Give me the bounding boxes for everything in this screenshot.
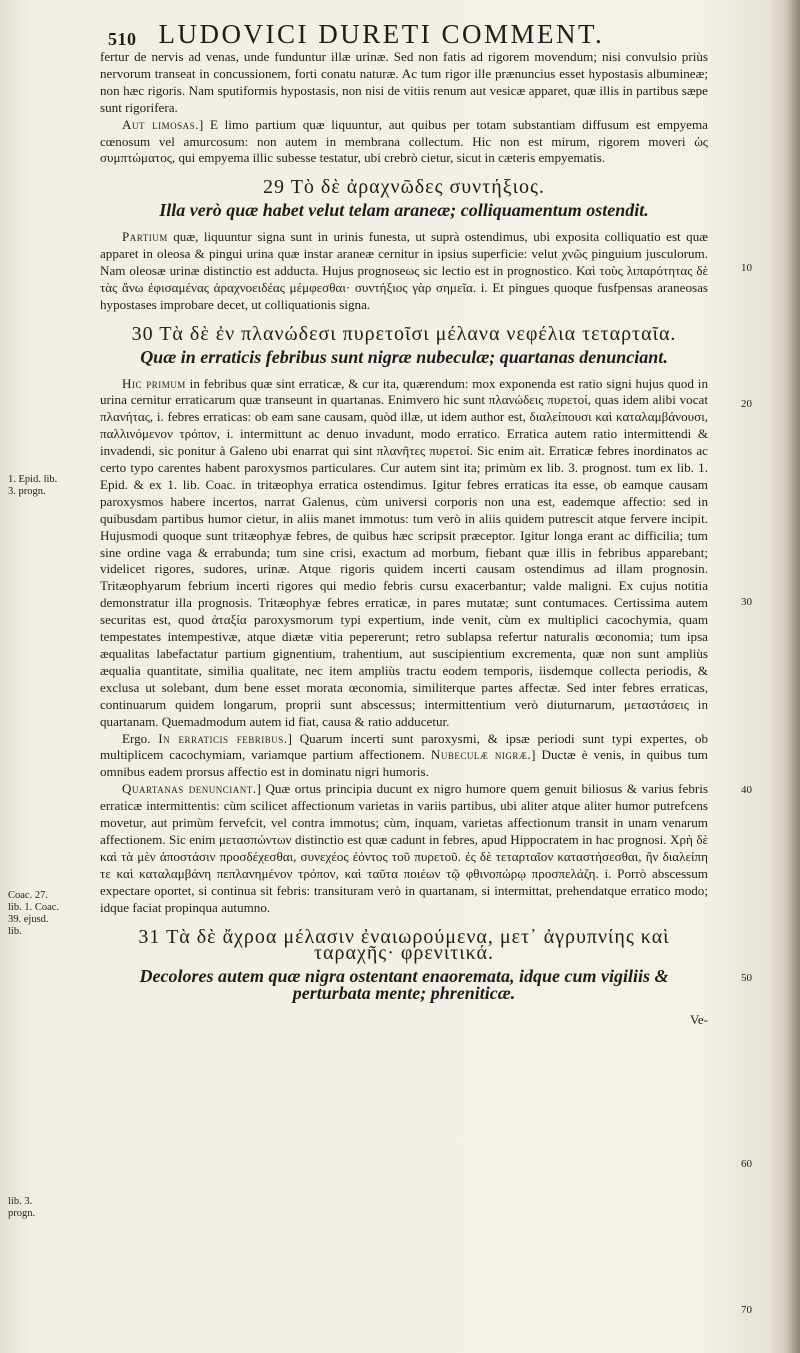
lemma-ref-limosas: Aut limosas.	[122, 116, 199, 132]
margin-ref-progn: lib. 3. progn.	[8, 1196, 36, 1219]
lemma-30-greek-text: Τὰ δὲ ἐν πλανώδεσι πυρετοῖσι μέλανα νεφέλια τεταρταῖα.	[159, 322, 677, 345]
lemma-31-greek	[100, 925, 708, 965]
paragraph-2	[100, 117, 708, 168]
paragraph-5-text-a: ] Quarum incerti sunt paroxysmi, & ipsæ periodi sunt typi expertes, ob multiplicem cacochymiam, variamque partium affectionem.	[100, 730, 708, 763]
lemma-29-greek-text: Τὸ δὲ ἀραχνῶδες συντήξιος.	[290, 176, 545, 199]
page-edge-shadow	[786, 0, 800, 1353]
line-number-50: 50	[741, 972, 752, 984]
lemma-ref-partium: Partium	[122, 229, 168, 245]
paragraph-4-text: in febribus quæ sint erraticæ, & cur ita, quærendum: mox exponenda est ratio signi hujus quod in urina cernitur erraticarum quæ transeunt in quartanas. Enimvero hic sunt πλανώδεις πυρετοί, quas idem alibi vocat πλανήτας, i. febres erraticas: ob eam sane causam, quòd illæ, ut idem author est, διαλείπουσι καὶ καταλαμβάνουσι, παλλινόμενον τρόπον, i. intermittunt ac denuo invadunt, modo erratico. Erratica autem ratio intermittendi & invadendi, sic ponitur à Galeno ubi enarrat qui sint πλανῆτες πυρετοί. Sic enim ait. Erraticæ febres inordinatos ac certo typo carentes habent paroxysmos particulares. Cur autem sint ita; primùm ex lib. 3. prognost. tum ex lib. 1. Epid. & ex 1. lib. Coac. in tritæophya erratica ostendimus. Igitur febres erraticas ita esse, ob eamque causam paroxysmos habere incertos, narrat Galenus, cùm universi corporis non una est, eademque affectio: sed in quibusdam partibus humor cietur, in aliis manet immotus: tum verò in aliis quidem putrescit atque fervere incipit. Hujusmodi quoque sunt tritæophyæ febres, de quibus hæc scripsit præceptor. Igitur longa erant ac difficilia; tum sine ordine vaga & errabunda; tum sine crisi, exactum ad morbum, fiebant quæ illis in febribus apparebant; videlicet rigores, sudores, urinæ. Atque rigoris quidem incerti causam ostendimus ad illam prognosin. Tritæophyarum febrium incerti rigores qui medio febris cursu exacerbantur; valde maligni. Ex cujus notitia demonstratur illa prognosis. Tritæophyæ febres erraticæ, in pares mutatæ; sunt contumaces. Certissima autem securitas est, quod ἀταξία paroxysmorum typi expertium, inde venit, cùm ex multiplici cacochymia, quam tempestates intempestivæ, atque diætæ vitia pepererunt; retro sublapsa refertur naturalis œconomia; tum ipsa æqualitas labefactatur partium gignentium, trahentium, aut suscipientium excrementa, quæ non sunt ampliùs æqualia quantitate, similia qualitate, nec item ampliùs tractu eodem temporis, iisdemque collecta periodis, & exclusa ut solebant, dum bene esset morata œconomia, similiterque partes affectæ. Sed inter febres erraticas, continuarum quidem longarum, proprii sunt abscessus; intermittentium verò diuturnarum, μεταστάσεις in quartanam. Quemadmodum autem id fiat, causa & ratio adducetur.	[100, 375, 708, 729]
lemma-29-latin: Illa verò quæ habet velut telam araneæ; colliquamentum ostendit.	[159, 200, 649, 221]
margin-ref-epid: 1. Epid. lib. 3. progn.	[8, 474, 58, 497]
lemma-30-latin: Quæ in erraticis febribus sunt nigræ nubeculæ; quartanas denunciant.	[140, 346, 668, 367]
paragraph-5-text-b: ] Ductæ è venis, in quibus tum omnibus eadem prorsus affectio est in dominatu nigri humoris.	[100, 747, 708, 780]
line-number-10: 10	[741, 262, 752, 274]
lemma-30-greek	[100, 322, 708, 345]
paragraph-5-ergo: Ergo.	[122, 730, 159, 746]
lemma-30-number: 30	[131, 322, 154, 345]
paragraph-6	[100, 781, 708, 916]
lemma-31-latin: Decolores autem quæ nigra ostentant enaoremata, idque cum vigiliis & perturbata mente; phreniticæ.	[139, 966, 669, 1004]
lemma-29-greek	[100, 176, 708, 199]
catchword: Ve-	[689, 1012, 708, 1028]
line-number-60: 60	[741, 1158, 752, 1170]
line-number-70: 70	[741, 1304, 752, 1316]
lemma-ref-quartanas: Quartanas denunciant.	[122, 781, 257, 797]
running-head: LUDOVICI DURETI COMMENT.	[158, 19, 605, 49]
page-number: 510	[108, 29, 137, 49]
line-number-30: 30	[741, 596, 752, 608]
main-text	[100, 49, 708, 1029]
lemma-ref-in-erraticis: In erraticis febribus.	[158, 730, 288, 746]
lemma-29-number: 29	[263, 176, 286, 199]
paragraph-3-text: quæ, liquuntur signa sunt in urinis funesta, ut suprà ostendimus, ubi exposita colliquatio est quæ apparet in oleosa & pingui urina quæ instar araneæ cernitur in ipsius superficie: velut χνῶς pinguium jusculorum. Nam oleosæ urinæ distinctio est adducta. Hujus prognoseως sic lectio est in prognostico. Καὶ τοὺς λιπαρότητας δὲ τὰς ἄνω ἐφισαμένας ἀραχνοειδέας μέμφεσθαι· συντήξιος γὰρ σημεῖα. i. Et pingues quoque fusfpensas araneosas hypostases improbare decet, ut colliquationis signa.	[100, 229, 708, 312]
page-header	[70, 10, 730, 50]
paragraph-2-text: ] E limo partium quæ liquuntur, aut quibus per totam substantiam diffusum est empyema cœnosum vel amurcosum: non autem in membrana collectum. Hic non est mirum, rigorem moveri ὡς συμπτώματος, qui empyema illic subesse testatur, ubi crebrò cietur, sicut in cæteris empyematis.	[100, 116, 708, 166]
margin-ref-coac: Coac. 27. lib. 1. Coac. 39. ejusd. lib.	[8, 890, 60, 937]
paragraph-4	[100, 376, 708, 731]
paragraph-5	[100, 731, 708, 782]
paragraph-3	[100, 229, 708, 314]
line-number-40: 40	[741, 784, 752, 796]
lemma-31-greek-text: Τὰ δὲ ἄχροα μέλασιν ἐναιωρούμενα, μετ᾽ ἀγρυπνίης καὶ ταραχῆς· φρενιτικά.	[166, 925, 670, 965]
lemma-ref-nubeculae: Nubeculæ nigræ.	[430, 747, 532, 763]
line-number-20: 20	[741, 398, 752, 410]
paragraph-6-text: ] Quæ ortus principia ducunt ex nigro humore quem genuit biliosus & varius febris erraticæ intermittentis: cùm scilicet affectionum varietas in variis partibus, ubi aliter atque aliter humor putrefcens movetur, aut primùm fervefcit, vel contra immotus; cùm, inquam, varietas affectionum transit in unam venarum affectionem. Sic enim μετασπώντων distinctio est quæ cadunt in febres, apud Hippocratem in hac prognosi. Χρὴ δὲ καὶ τὰ μὲν ἀποστάσιν προσδέχεσθαι, συνεχέος ἐόντος τοῦ πυρετοῦ. ἐς δὲ τεταρταῖον καταστήσεσθαι, ἢν διαλείπη τε καὶ καταλαμβάνη πεπλανημένον τρόπον, καὶ ταῦτα ποιέων τῷ φθινοπώρῳ προσπελάζη. i. Porrò abscessum expectare oportet, si continua sit febris: transituram verò in quartanam, si intermittat, prehendatque erratico modo; idque faciat propinqua autumno.	[100, 781, 708, 915]
lemma-31-number: 31	[138, 925, 161, 948]
lemma-ref-hic-primum: Hic primum	[122, 375, 186, 391]
paragraph-1: fertur de nervis ad venas, unde funduntur illæ urinæ. Sed non fatis ad rigorem movendum; nisi convulsio priùs nervorum transeat in concussionem, forti conatu naturæ. Ac tum rigor ille prænuncius esset hypostasis albumineæ; non hæc rigoris. Nam sputiformis hypostasis, non nisi de vitiis renum aut vesicæ apparet, quæ illis in partibus sæpe sunt rigorifera.	[100, 49, 708, 115]
